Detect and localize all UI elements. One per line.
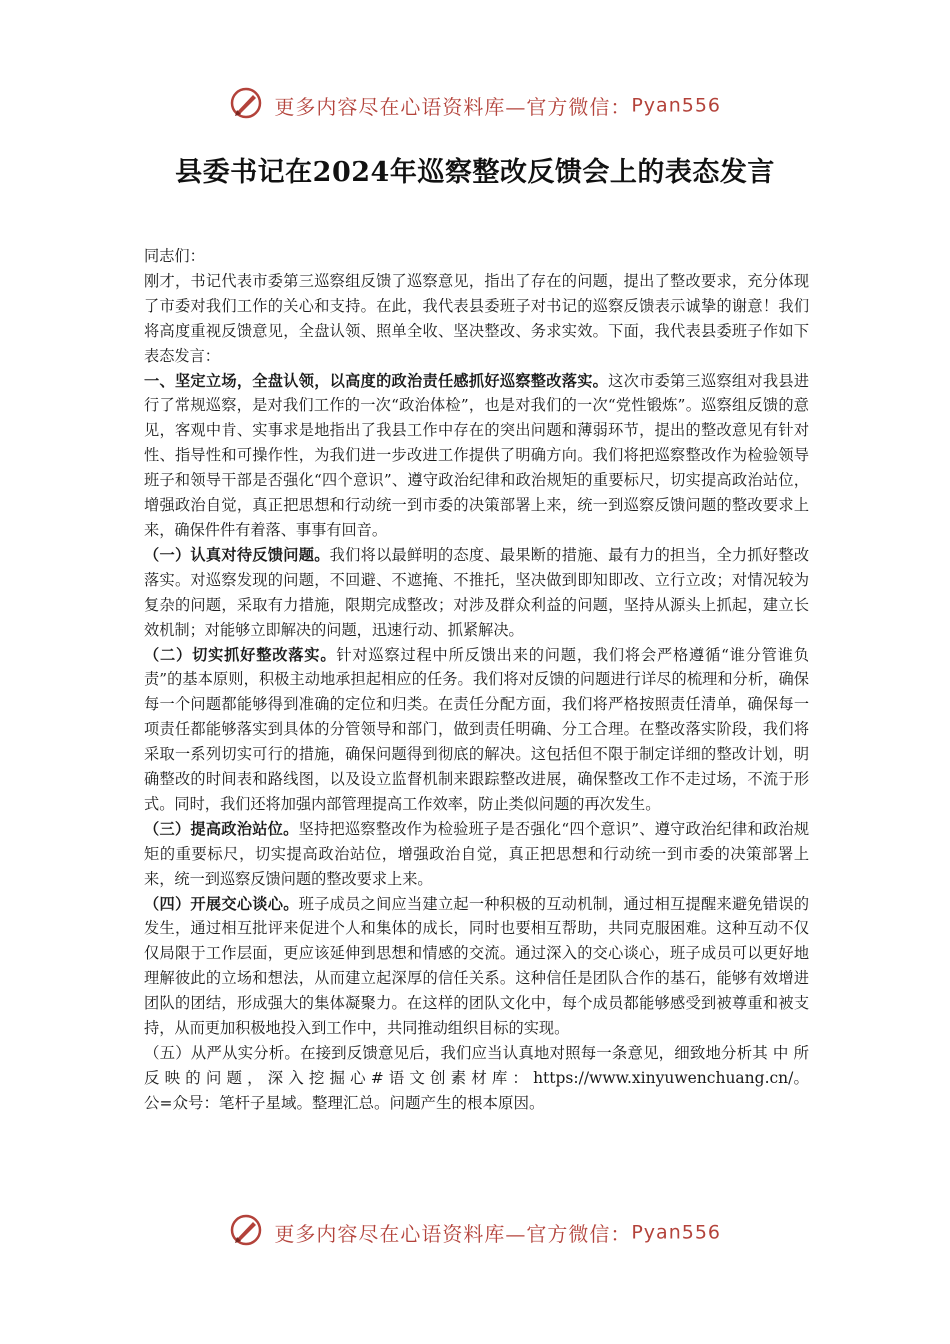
section-1-paragraph [144,369,809,543]
item-3-heading: （三）提高政治站位。 [144,819,299,838]
watermark-banner-top [0,86,950,125]
watermark-banner-bottom [0,1213,950,1252]
banner-text: 更多内容尽在心语资料库—官方微信： [274,1222,632,1246]
banner-text: 更多内容尽在心语资料库—官方微信： [274,95,632,119]
intro-paragraph: 刚才，书记代表市委第三巡察组反馈了巡察意见，指出了存在的问题，提出了整改要求，充分体现了市委对我们工作的关心和支持。在此，我代表县委班子对书记的巡察反馈表示诚挚的谢意！我们将高度重视反馈意见，全盘认领、照单全收、坚决整改、务求实效。下面，我代表县委班子作如下表态发言： [144,271,809,365]
item-5-heading: （五）从严从实分析。 [144,1044,300,1062]
pen-logo-icon [229,86,263,125]
banner-wechat-id: Pyan556 [631,1221,721,1244]
document-body [144,244,809,1116]
banner-wechat-id: Pyan556 [631,94,721,117]
item-5-body-a: 在接到反馈意见后，我们应当认真地对照每一条意见，细致地分析其 中 所 反 映 的 问 题 ， 深 入 挖 掘 心 # 语 文 创 素 材 库 ： [144,1044,809,1087]
item-1-heading: （一）认真对待反馈问题。 [144,545,330,564]
item-5-paragraph [144,1041,809,1116]
item-4-body: 班子成员之间应当建立起一种积极的互动机制，通过相互提醒来避免错误的发生，通过相互批评来促进个人和集体的成长，同时也要相互帮助，共同克服困难。这种互动不仅仅局限于工作层面，更应该延伸到思想和情感的交流。通过深入的交心谈心，班子成员可以更好地理解彼此的立场和想法，从而建立起深厚的信任关系。这种信任是团队合作的基石，能够有效增进团队的团结，形成强大的集体凝聚力。在这样的团队文化中，每个成员都能够感受到被尊重和被支持，从而更加积极地投入到工作中，共同推动组织目标的实现。 [144,894,810,1038]
item-1-paragraph [144,543,809,643]
page-title: 县委书记在2024年巡察整改反馈会上的表态发言 [175,157,775,188]
item-1-body: 我们将以最鲜明的态度、最果断的措施、最有力的担当，全力抓好整改落实。对巡察发现的问题，不回避、不遮掩、不推托，坚决做到即知即改、立行立改；对情况较为复杂的问题，采取有力措施，限期完成整改；对涉及群众利益的问题，坚持从源头上抓起，建立长效机制；对能够立即解决的问题，迅速行动、抓紧解决。 [144,545,810,639]
section-1-heading: 一、坚定立场，全盘认领，以高度的政治责任感抓好巡察整改落实。 [144,371,609,390]
salutation: 同志们： [144,247,205,265]
item-2-heading: （二）切实抓好整改落实。 [144,645,337,664]
pen-logo-icon [229,1213,263,1252]
item-2-paragraph [144,643,809,817]
section-1-body: 这次市委第三巡察组对我县进行了常规巡察，是对我们工作的一次“政治体检”，也是对我们的一次“党性锻炼”。巡察组反馈的意见，客观中肯、实事求是地指出了我县工作中存在的突出问题和薄弱环节，提出的整改意见有针对性、指导性和可操作性，为我们进一步改进工作提供了明确方向。我们将把巡察整改作为检验领导班子和领导干部是否强化“四个意识”、遵守政治纪律和政治规矩的重要标尺，切实提高政治站位，增强政治自觉，真正把思想和行动统一到市委的决策部署上来，统一到巡察反馈问题的整改要求上来，确保件件有着落、事事有回音。 [144,371,810,539]
item-4-heading: （四）开展交心谈心。 [144,894,299,913]
item-5-url: https://www.xinyuwenchuang.cn/ [533,1068,794,1087]
item-4-paragraph [144,892,809,1041]
item-3-body: 坚持把巡察整改作为检验班子是否强化“四个意识”、遵守政治纪律和政治规矩的重要标尺，切实提高政治站位，增强政治自觉，真正把思想和行动统一到市委的决策部署上来，统一到巡察反馈问题的整改要求上来。 [144,819,810,888]
item-2-body: 针对巡察过程中所反馈出来的问题，我们将会严格遵循“谁分管谁负责”的基本原则，积极主动地承担起相应的任务。我们将对反馈的问题进行详尽的梳理和分析，确保每一个问题都能够得到准确的定位和归类。在责任分配方面，我们将严格按照责任清单，确保每一项责任都能够落实到具体的分管领导和部门，做到责任明确、分工合理。在整改落实阶段，我们将采取一系列切实可行的措施，确保问题得到彻底的解决。这包括但不限于制定详细的整改计划，明确整改的时间表和路线图，以及设立监督机制来跟踪整改进展，确保整改工作不走过场，不流于形式。同时，我们还将加强内部管理提高工作效率，防止类似问题的再次发生。 [144,645,810,813]
item-5-body-b: 。公=众号：笔杆子星域。整理汇总。问题产生的根本原因。 [144,1068,809,1112]
item-3-paragraph [144,817,809,892]
